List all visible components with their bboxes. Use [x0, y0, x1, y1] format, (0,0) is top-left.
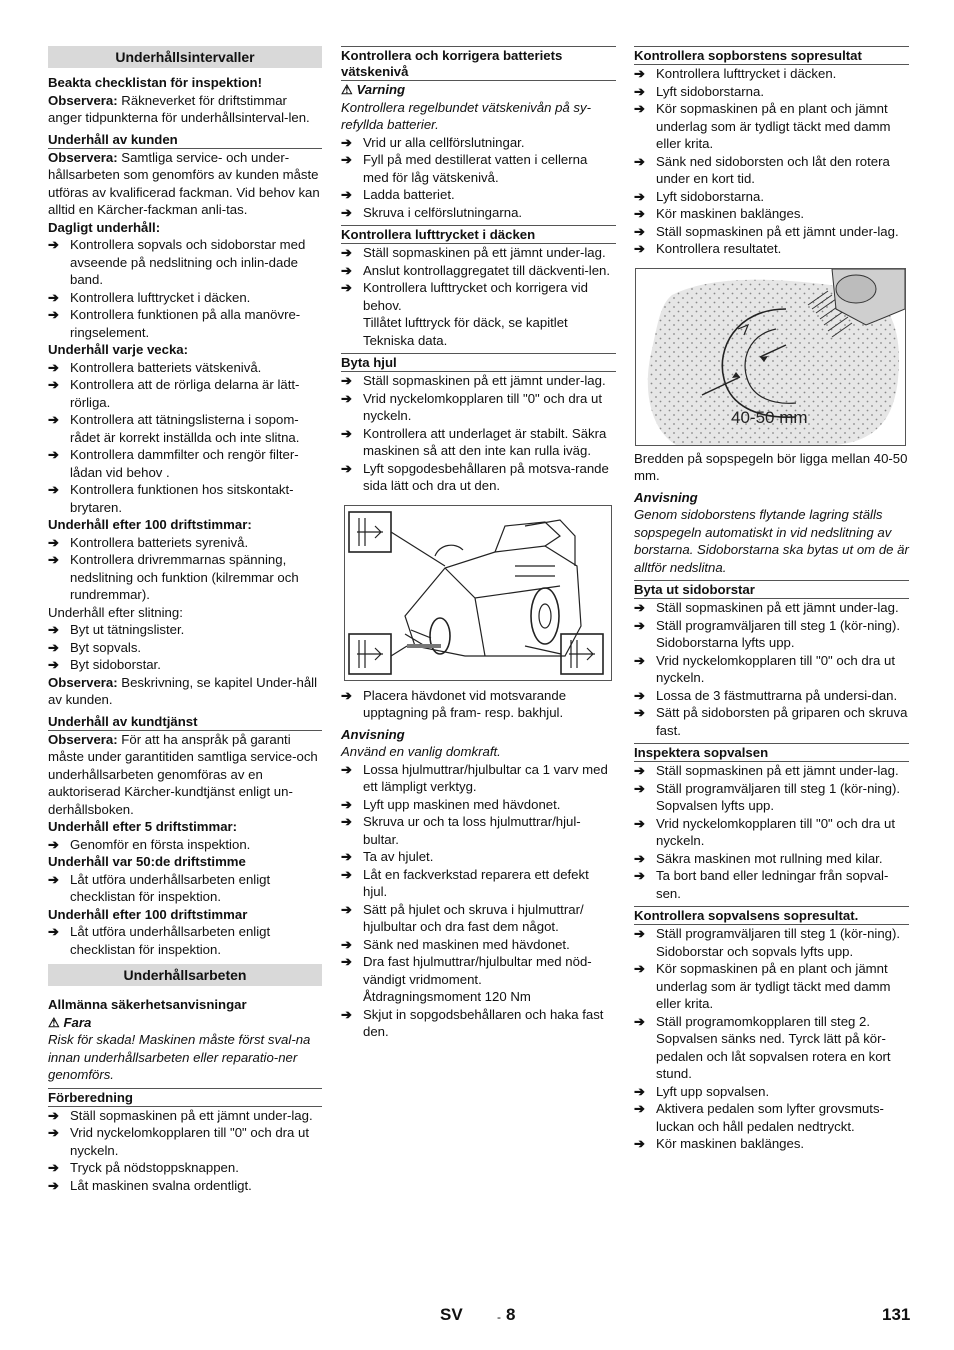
- list-item: [48, 1107, 322, 1125]
- list-item: [341, 813, 616, 848]
- list-item: [341, 460, 616, 495]
- list-item: [341, 390, 616, 425]
- arrow-right-icon: ➔: [48, 377, 60, 392]
- list-item-text: Kontrollera resultatet.: [656, 241, 782, 256]
- observe-customer: Observera: Samtliga service- och under-hållsarbeten som genomförs av kunden måste utföras av kvalificerad fackman. Vid behov kan alltid en Kärcher-fackman anli-tas.: [48, 149, 320, 217]
- arrow-right-icon: ➔: [341, 1006, 353, 1022]
- list-item: [341, 936, 616, 954]
- list-item-text: Kontrollera batteriets syrenivå.: [70, 534, 249, 550]
- sweeper-drawing: [345, 506, 611, 680]
- arrow-right-icon: ➔: [48, 359, 60, 375]
- footer-language: SV: [440, 1305, 463, 1324]
- list-item-text: Vrid nyckelomkopplaren till "0" och dra ut nyckeln.: [70, 1125, 310, 1158]
- danger-text: Risk för skada! Maskinen måste först sval-na innan underhållsarbeten eller reparatio-ner genomförs.: [48, 1032, 311, 1082]
- arrow-right-icon: ➔: [341, 814, 353, 829]
- list-item-text: Kontrollera lufttrycket i däcken.: [70, 289, 251, 305]
- heading-tyre: Kontrollera lufttrycket i däcken: [341, 225, 616, 244]
- arrow-right-icon: ➔: [634, 652, 646, 668]
- list-item-text: Aktivera pedalen som lyfter grovsmuts-luckan och håll pedalen nedtryckt.: [656, 1101, 884, 1134]
- list-item: [48, 289, 322, 307]
- arrow-right-icon: ➔: [48, 1107, 60, 1123]
- observe-service: Observera: För att ha anspråk på garanti måste under garantitiden samtliga service-och underhållsarbeten genomföras av en auktoriserad Kärcher-kundtjänst enligt un-derhållsboken.: [48, 731, 318, 817]
- arrow-right-icon: ➔: [48, 639, 60, 655]
- list-item-text: Ställ sopmaskinen på ett jämnt under-lag.: [656, 223, 899, 239]
- arrow-right-icon: ➔: [48, 534, 60, 550]
- list-item: [634, 762, 909, 780]
- list-item-text: Kontrollera lufttrycket i däcken.: [656, 66, 837, 81]
- list-item-text: Kontrollera batteriets vätskenivå.: [70, 359, 262, 375]
- arrow-right-icon: ➔: [341, 866, 353, 882]
- arrow-right-icon: ➔: [341, 373, 353, 388]
- list-item: [341, 796, 616, 814]
- h50-list: [48, 871, 322, 906]
- arrow-right-icon: ➔: [634, 868, 646, 883]
- list-item: [634, 867, 909, 902]
- list-item: [341, 134, 616, 152]
- arrow-right-icon: ➔: [634, 206, 646, 221]
- list-item-text: Genomför en första inspektion.: [70, 836, 251, 852]
- list-item-text: Placera hävdonet vid motsvarande upptagning på fram- resp. bakhjul.: [363, 687, 567, 720]
- list-item: [341, 244, 616, 262]
- list-item-text: Byt ut tätningslister.: [70, 622, 185, 637]
- list-item: [634, 704, 909, 739]
- arrow-right-icon: ➔: [48, 552, 60, 567]
- arrow-right-icon: ➔: [634, 241, 646, 256]
- inspect-list: [634, 762, 909, 902]
- list-item: [48, 871, 322, 906]
- heading-wheel: Byta hjul: [341, 353, 616, 372]
- list-item: [48, 1177, 322, 1195]
- list-item: [634, 153, 909, 188]
- list-item: [634, 1100, 909, 1135]
- list-item: [48, 534, 322, 552]
- list-item-text: Låt utföra underhållsarbeten enligt checklistan för inspektion.: [70, 871, 271, 904]
- list-item-text: Kör sopmaskinen på en plant och jämnt underlag som är tydligt täckt med damm eller krita.: [656, 961, 891, 1011]
- list-item-text: Ställ programväljaren till steg 1 (kör-ning). Sidoborstarna lyfts upp.: [656, 617, 901, 650]
- list-item-text: Låt en fackverkstad reparera ett defekt hjul.: [363, 866, 589, 899]
- h100-title: Underhåll efter 100 driftstimmar:: [48, 517, 252, 532]
- arrow-right-icon: ➔: [48, 871, 60, 887]
- list-item: [634, 188, 909, 206]
- h100b-title: Underhåll efter 100 driftstimmar: [48, 906, 248, 922]
- arrow-right-icon: ➔: [48, 412, 60, 427]
- arrow-right-icon: ➔: [634, 687, 646, 703]
- arrow-right-icon: ➔: [634, 1013, 646, 1029]
- arrow-right-icon: ➔: [48, 657, 60, 672]
- list-item-text: Skruva ur och ta loss hjulmuttrar/hjul-bultar.: [363, 814, 581, 847]
- arrow-right-icon: ➔: [48, 289, 60, 305]
- h100b-list: [48, 923, 322, 958]
- arrow-right-icon: ➔: [634, 1101, 646, 1116]
- list-item-text: Vrid nyckelomkopplaren till "0" och dra ut nyckeln.: [656, 652, 896, 685]
- list-item-text: Kontrollera dammfilter och rengör filter-lådan vid behov .: [70, 447, 299, 480]
- arrow-right-icon: ➔: [341, 425, 353, 441]
- list-item: [634, 205, 909, 223]
- arrow-right-icon: ➔: [634, 850, 646, 866]
- list-item: [341, 901, 616, 936]
- list-item-text: Sänk ned maskinen med hävdonet.: [363, 936, 570, 952]
- arrow-right-icon: ➔: [634, 617, 646, 633]
- list-item: [341, 204, 616, 222]
- wear-text: Underhåll efter slitning:: [48, 604, 183, 620]
- list-item: [48, 236, 322, 289]
- prep-list: [48, 1107, 322, 1195]
- list-item-text: Ställ sopmaskinen på ett jämnt under-lag.: [363, 373, 606, 388]
- list-item: [48, 359, 322, 377]
- arrow-right-icon: ➔: [634, 153, 646, 169]
- arrow-right-icon: ➔: [341, 901, 353, 917]
- list-item-text: Skruva i celförslutningarna.: [363, 204, 523, 220]
- arrow-right-icon: ➔: [341, 152, 353, 167]
- list-item-text: Ställ programväljaren till steg 1 (kör-ning). Sopvalsen lyfts upp.: [656, 780, 901, 813]
- list-item-text: Ställ sopmaskinen på ett jämnt under-lag.: [70, 1107, 313, 1123]
- list-item: [634, 65, 909, 83]
- list-item-text: Byt sopvals.: [70, 639, 142, 655]
- list-item-text: Vrid nyckelomkopplaren till "0" och dra ut nyckeln.: [363, 390, 603, 423]
- arrow-right-icon: ➔: [634, 101, 646, 116]
- list-item: [634, 100, 909, 153]
- list-item: [634, 652, 909, 687]
- arrow-right-icon: ➔: [341, 687, 353, 703]
- list-item: [341, 848, 616, 866]
- list-item: [48, 481, 322, 516]
- arrow-right-icon: ➔: [634, 600, 646, 615]
- section-title-intervals: Underhållsintervaller: [48, 46, 322, 68]
- list-item-text: Säkra maskinen mot rullning med kilar.: [656, 850, 883, 866]
- arrow-right-icon: ➔: [634, 763, 646, 778]
- list-item-text: Kontrollera lufttrycket och korrigera vid behov.: [363, 280, 589, 313]
- list-item-text: Kör maskinen baklänges.: [656, 1136, 805, 1151]
- arrow-right-icon: ➔: [634, 1083, 646, 1099]
- warning-triangle-icon: ⚠: [48, 1014, 60, 1030]
- list-item: [634, 617, 909, 652]
- wear-list: [48, 621, 322, 674]
- arrow-right-icon: ➔: [48, 622, 60, 637]
- arrow-right-icon: ➔: [341, 761, 353, 777]
- arrow-right-icon: ➔: [48, 1177, 60, 1193]
- list-item-text: Kontrollera att de rörliga delarna är lätt-rörliga.: [70, 377, 300, 410]
- list-item-text: Ställ programväljaren till steg 1 (kör-ning). Sidoborstar och sopvals lyfts upp.: [656, 926, 901, 959]
- list-item-text: Lyft sopgodesbehållaren på motsva-rande sida lätt och dra ut den.: [363, 460, 609, 493]
- arrow-right-icon: ➔: [341, 204, 353, 220]
- list-item-text: Skjut in sopgodsbehållaren och haka fast den.: [363, 1006, 604, 1039]
- heading-inspect-roller: Inspektera sopvalsen: [634, 743, 909, 762]
- arrow-right-icon: ➔: [341, 134, 353, 150]
- list-item-text: Lossa hjulmuttrar/hjulbultar ca 1 varv med ett lämpligt verktyg.: [363, 761, 608, 794]
- warning-label: ⚠ Varning: [341, 82, 406, 97]
- list-item: [341, 761, 616, 796]
- h5-title: Underhåll efter 5 driftstimmar:: [48, 819, 238, 834]
- section-title-work: Underhållsarbeten: [48, 964, 322, 986]
- roller-pattern-list: [634, 925, 909, 1153]
- list-item-text: Dra fast hjulmuttrar/hjulbultar med nöd-vändigt vridmoment.: [363, 954, 592, 987]
- side-pattern-list: [634, 65, 909, 258]
- arrow-right-icon: ➔: [341, 936, 353, 952]
- list-item: [341, 151, 616, 186]
- arrow-right-icon: ➔: [634, 961, 646, 976]
- list-item: [48, 1159, 322, 1177]
- daily-title: Dagligt underhåll:: [48, 219, 161, 235]
- list-item: [48, 446, 322, 481]
- arrow-right-icon: ➔: [48, 307, 60, 322]
- warning-triangle-icon: ⚠: [341, 82, 353, 97]
- list-item-text: Ställ programomkopplaren till steg 2. Sopvalsen sänks ned. Tyrck lätt på kör-pedalen och låt sopvalsen rotera en kort stund.: [656, 1013, 891, 1081]
- list-item: [634, 687, 909, 705]
- sweep-pattern-drawing: [636, 269, 905, 445]
- list-item: [341, 279, 616, 314]
- heading-battery: Kontrollera och korrigera batteriets vätskenivå: [341, 46, 616, 81]
- list-item-text: Ta bort band eller ledningar från sopval-sen.: [656, 868, 889, 901]
- wheel-list-4: [341, 1006, 616, 1041]
- list-item: [634, 780, 909, 815]
- list-item-text: Lyft upp maskinen med hävdonet.: [363, 796, 561, 812]
- heading-customer-maintenance: Underhåll av kunden: [48, 131, 322, 149]
- list-item: [634, 1013, 909, 1083]
- arrow-right-icon: ➔: [634, 223, 646, 239]
- footer-page-number: 131: [882, 1305, 911, 1324]
- list-item-text: Sätt på sidoborsten på griparen och skruva fast.: [656, 705, 908, 738]
- arrow-right-icon: ➔: [634, 1136, 646, 1151]
- torque-text: Åtdragningsmoment 120 Nm: [363, 989, 531, 1004]
- list-item-text: Låt maskinen svalna ordentligt.: [70, 1177, 252, 1193]
- list-item: [341, 186, 616, 204]
- list-item-text: Lyft sidoborstarna.: [656, 83, 764, 99]
- warning-text: Kontrollera regelbundet vätskenivån på sy-refyllda batterier.: [341, 99, 591, 132]
- arrow-right-icon: ➔: [341, 460, 353, 476]
- arrow-right-icon: ➔: [341, 849, 353, 864]
- list-item: [634, 1135, 909, 1153]
- list-item-text: Tryck på nödstoppsknappen.: [70, 1160, 239, 1175]
- safety-title: Allmänna säkerhetsanvisningar: [48, 997, 247, 1012]
- list-item: [634, 925, 909, 960]
- observe-intervals: Observera: Räkneverket för driftstimmar anger tidpunkterna för underhållsinterval-len.: [48, 92, 310, 125]
- list-item-text: Vrid nyckelomkopplaren till "0" och dra ut nyckeln.: [656, 815, 896, 848]
- arrow-right-icon: ➔: [634, 188, 646, 204]
- arrow-right-icon: ➔: [634, 780, 646, 796]
- footer-dash: -: [497, 1310, 501, 1324]
- checklist-note: Beakta checklistan för inspektion!: [48, 75, 262, 90]
- sweep-pattern-illustration: [635, 268, 906, 446]
- arrow-right-icon: ➔: [48, 237, 60, 252]
- heading-side-brush-pattern: Kontrollera sopborstens sopresultat: [634, 46, 909, 65]
- list-item-text: Anslut kontrollaggregatet till däckventi-len.: [363, 262, 611, 278]
- weekly-title: Underhåll varje vecka:: [48, 342, 189, 357]
- wheel-list-3: [341, 761, 616, 989]
- arrow-right-icon: ➔: [48, 924, 60, 939]
- arrow-right-icon: ➔: [634, 926, 646, 941]
- column-2: [341, 46, 616, 1041]
- list-item-text: Vrid ur alla cellförslutningar.: [363, 134, 525, 150]
- list-item-text: Ställ sopmaskinen på ett jämnt under-lag.: [656, 763, 899, 778]
- note-text: Använd en vanlig domkraft.: [341, 744, 501, 759]
- list-item-text: Sänk ned sidoborsten och låt den rotera under en kort tid.: [656, 153, 890, 186]
- list-item-text: Ladda batteriet.: [363, 187, 455, 202]
- list-item: [341, 953, 616, 988]
- list-item: [48, 621, 322, 639]
- list-item: [634, 960, 909, 1013]
- column-3: [634, 46, 909, 1153]
- heading-roller-pattern: Kontrollera sopvalsens sopresultat.: [634, 906, 909, 925]
- list-item-text: Kontrollera funktionen hos sitskontakt-brytaren.: [70, 482, 294, 515]
- list-item-text: Ställ sopmaskinen på ett jämnt under-lag.: [656, 600, 899, 615]
- arrow-right-icon: ➔: [341, 262, 353, 278]
- list-item-text: Fyll på med destillerat vatten i cellerna med för låg vätskenivå.: [363, 152, 588, 185]
- list-item-text: Sätt på hjulet och skruva i hjulmuttrar/ hjulbultar och dra fast dem något.: [363, 901, 584, 934]
- arrow-right-icon: ➔: [48, 1160, 60, 1175]
- arrow-right-icon: ➔: [48, 447, 60, 462]
- list-item-text: Låt utföra underhållsarbeten enligt checklistan för inspektion.: [70, 924, 271, 957]
- width-label: 40-50 mm: [731, 407, 808, 427]
- list-item: [634, 815, 909, 850]
- list-item: [341, 262, 616, 280]
- h5-list: [48, 836, 322, 854]
- list-item-text: Kontrollera att tätningslisterna i sopom-rådet är korrekt inställda och inte slitna.: [70, 412, 300, 445]
- h50-title: Underhåll var 50:de driftstimme: [48, 854, 246, 869]
- list-item: [341, 1006, 616, 1041]
- list-item: [634, 240, 909, 258]
- list-item: [48, 411, 322, 446]
- list-item: [48, 923, 322, 958]
- weekly-list: [48, 359, 322, 517]
- tyre-list: [341, 244, 616, 314]
- wheel-list-2: [341, 687, 616, 722]
- list-item: [634, 223, 909, 241]
- arrow-right-icon: ➔: [48, 482, 60, 497]
- list-item: [48, 639, 322, 657]
- list-item-text: Kontrollera sopvals och sidoborstar med avseende på nedslitning och inlin-dade band.: [70, 237, 306, 287]
- list-item: [634, 599, 909, 617]
- list-item-text: Lyft upp sopvalsen.: [656, 1083, 770, 1099]
- list-item-text: Kontrollera funktionen på alla manövre-ringselement.: [70, 307, 301, 340]
- list-item: [48, 836, 322, 854]
- machine-illustration: [344, 505, 612, 681]
- arrow-right-icon: ➔: [634, 83, 646, 99]
- arrow-right-icon: ➔: [341, 796, 353, 812]
- list-item: [634, 1083, 909, 1101]
- list-item: [341, 372, 616, 390]
- arrow-right-icon: ➔: [48, 836, 60, 852]
- list-item: [634, 83, 909, 101]
- wheel-list: [341, 372, 616, 495]
- list-item-text: Kör maskinen baklänges.: [656, 206, 805, 221]
- list-item-text: Lossa de 3 fästmuttrarna på undersi-dan.: [656, 687, 898, 703]
- tyre-note: Tillåtet lufttryck för däck, se kapitlet Tekniska data.: [363, 315, 568, 348]
- list-item: [48, 306, 322, 341]
- arrow-right-icon: ➔: [341, 390, 353, 406]
- list-item-text: Ta av hjulet.: [363, 849, 434, 864]
- column-1: [48, 46, 322, 1194]
- list-item: [48, 656, 322, 674]
- list-item-text: Kör sopmaskinen på en plant och jämnt underlag som är tydligt täckt med damm eller krita.: [656, 101, 891, 151]
- list-item-text: Ställ sopmaskinen på ett jämnt under-lag.: [363, 245, 606, 260]
- list-item: [48, 1124, 322, 1159]
- note-text: Genom sidoborstens flytande lagring ställs sopspegeln automatiskt in vid nedslitning av borstarna. Sidoborstarna ska bytas ut om de är alltför nedslitna.: [634, 507, 909, 575]
- arrow-right-icon: ➔: [634, 815, 646, 831]
- danger-label: ⚠ Fara: [48, 1014, 92, 1030]
- list-item: [341, 687, 616, 722]
- arrow-right-icon: ➔: [341, 187, 353, 202]
- list-item-text: Kontrollera drivremmarnas spänning, nedslitning och funktion (kilremmar och rundremmar).: [70, 552, 299, 602]
- battery-list: [341, 134, 616, 222]
- arrow-right-icon: ➔: [341, 245, 353, 260]
- heading-replace-side-brushes: Byta ut sidoborstar: [634, 580, 909, 599]
- heading-preparation: Förberedning: [48, 1088, 322, 1107]
- observe-description: Observera: Beskrivning, se kapitel Under-håll av kunden.: [48, 674, 318, 707]
- heading-service-maintenance: Underhåll av kundtjänst: [48, 713, 322, 731]
- arrow-right-icon: ➔: [48, 1125, 60, 1140]
- list-item: [48, 551, 322, 604]
- arrow-right-icon: ➔: [341, 954, 353, 969]
- daily-list: [48, 236, 322, 341]
- note-label: Anvisning: [634, 489, 698, 505]
- arrow-right-icon: ➔: [341, 280, 353, 295]
- list-item: [634, 850, 909, 868]
- h100-list: [48, 534, 322, 604]
- arrow-right-icon: ➔: [634, 705, 646, 720]
- arrow-right-icon: ➔: [634, 66, 646, 81]
- list-item: [48, 376, 322, 411]
- replace-list: [634, 599, 909, 739]
- list-item-text: Kontrollera att underlaget är stabilt. Säkra maskinen så att den inte kan rulla iväg.: [363, 425, 607, 458]
- list-item: [341, 866, 616, 901]
- list-item-text: Byt sidoborstar.: [70, 657, 161, 672]
- footer-local-page: 8: [506, 1305, 516, 1324]
- list-item: [341, 425, 616, 460]
- list-item-text: Lyft sidoborstarna.: [656, 188, 764, 204]
- note-label: Anvisning: [341, 726, 405, 742]
- width-text: Bredden på sopspegeln bör ligga mellan 40-50 mm.: [634, 450, 908, 483]
